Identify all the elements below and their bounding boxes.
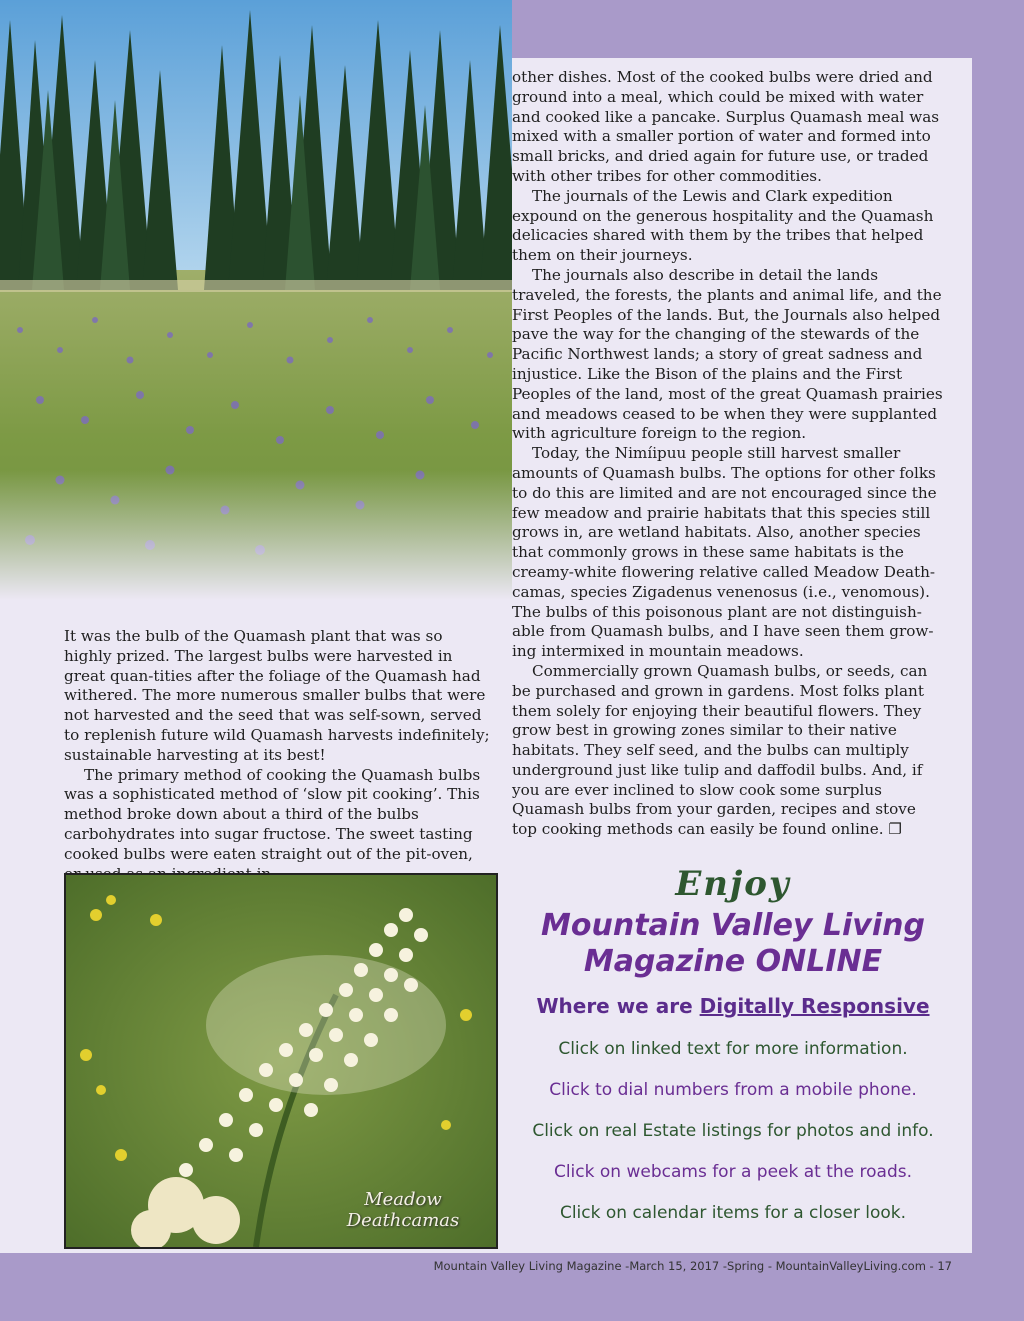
- promo-line-webcams[interactable]: Click on webcams for a peek at the roads.: [553, 1162, 913, 1182]
- article-paragraph: It was the bulb of the Quamash plant that was so highly prized. The largest bulbs were harvested in great quan-tities after the foliage of the Quamash had withered. The more numerous smaller bulbs that were not harvested and the seed that was self-sown, served to replenish future wild Quamash harvests indefinitely; sustainable harvesting at its best!: [64, 627, 490, 764]
- caption-line: Meadow: [364, 1189, 442, 1210]
- article-paragraph: other dishes. Most of the cooked bulbs were dried and ground into a meal, which could be mixed with water and cooked like a pancake. Surplus Quamash meal was mixed with a smaller portion of water and formed into small bricks, and dried again for future use, or traded with other tribes for other commodities.: [512, 68, 940, 185]
- digitally-responsive-link[interactable]: Digitally Responsive: [699, 994, 930, 1018]
- article-paragraph: The journals also describe in detail the lands traveled, the forests, the plants and animal life, and the First Peoples of the lands. But, the Journals also helped pave the way for the changing of the stewards of the Pacific Northwest lands; a story of great sadness and injustice. Like the Bison of the plains and the First Peoples of the land, most of the great Quamash prairies and meadows ceased to be when they were supplanted with agriculture foreign to the region.: [512, 265, 943, 443]
- page-footer: Mountain Valley Living Magazine -March 15, 2017 -Spring - MountainValleyLiving.com - 17: [433, 1259, 952, 1273]
- enjoy-heading: Enjoy: [675, 864, 791, 904]
- promo-line-real-estate[interactable]: Click on real Estate listings for photos and info.: [532, 1121, 934, 1141]
- deathcamas-photo: [64, 873, 498, 1249]
- meadow-photo: [0, 0, 512, 600]
- left-article-column: [64, 627, 494, 884]
- magazine-title-line: Mountain Valley Living: [541, 908, 925, 943]
- article-paragraph: The journals of the Lewis and Clark expedition expound on the generous hospitality and the Quamash delicacies shared with them by the tribes that helped them on their journeys.: [512, 186, 934, 265]
- magazine-title[interactable]: [512, 908, 954, 980]
- article-paragraph: The primary method of cooking the Quamash bulbs was a sophisticated method of ‘slow pit cooking’. This method broke down about a third of the bulbs carbohydrates into sugar fructose. The sweet tasting cooked bulbs were eaten straight out of the pit-oven,: [64, 765, 481, 863]
- online-magazine-promo: [512, 860, 954, 1223]
- responsive-tagline: [512, 994, 954, 1018]
- article-paragraph: Today, the Nimíipuu people still harvest smaller amounts of Quamash bulbs. The options for other folks to do this are limited and are not encouraged since the few meadow and prairie habitats that this species still grows in, are wetland habitats. Also, another species that commonly grows in these same habitats is the creamy-white flowering relative called Meadow Death-camas, species Zigadenus venenosus (i.e., venomous). The bulbs of this poisonous plant are not distinguish-able from Quamash bulbs, and I have seen them grow-ing intermixed in mountain meadows.: [512, 444, 937, 661]
- promo-line-calendar[interactable]: Click on calendar items for a closer look.: [559, 1203, 907, 1223]
- caption-line: Deathcamas: [346, 1210, 460, 1231]
- promo-line-dial-numbers[interactable]: Click to dial numbers from a mobile phone.: [549, 1080, 917, 1100]
- article-paragraph: Commercially grown Quamash bulbs, or seeds, can be purchased and grown in gardens. Most folks plant them solely for enjoying their beautiful flowers. They grow best in growing zones similar to their native habitats. They self seed, and the bulbs can multiply underground just like tulip and daffodil bulbs. And, if you are ever inclined to slow cook some surplus Quamash bulbs from your garden, recipes and stove top cooking methods can easily be found online. ❐: [512, 661, 928, 839]
- tagline-prefix: Where we are: [536, 994, 700, 1018]
- promo-line-linked-text[interactable]: Click on linked text for more information.: [558, 1039, 908, 1059]
- magazine-title-line: Magazine ONLINE: [583, 944, 883, 979]
- right-article-column: [512, 68, 944, 840]
- photo-caption: [338, 1189, 468, 1231]
